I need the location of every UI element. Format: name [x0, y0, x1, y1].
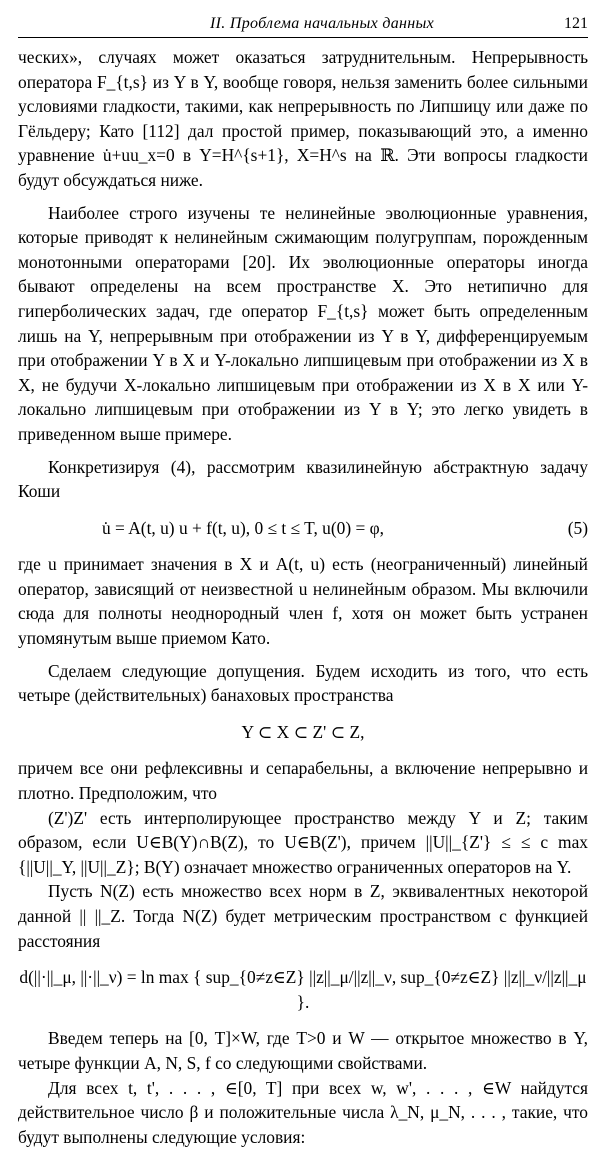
paragraph-reflexive: причем все они рефлексивны и сепарабельны, а включение непрерывно и плотно. Предположим, что	[18, 758, 588, 804]
paragraph-continued: ческих», случаях может оказаться затруднительным. Непрерывность оператора F_{t,s} из Y в Y, вообще говоря, нельзя заменить более сильными условиями гладкости, такими, как непрерывность по Липшицу или даже по Гёльдеру; Като [112] дал простой пример, показывающий это, а именно уравнение u̇+uu_x=0 в Y=H^{s+1}, X=H^s на ℝ. Эти вопросы гладкости будут обсуждаться ниже.	[18, 47, 588, 190]
paragraph-evolution-equations: Наиболее строго изучены те нелинейные эволюционные уравнения, которые приводят к нелинейным сжимающим полугруппам, порожденным монотонными операторами [20]. Их эволюционные операторы иногда бывают определены на всем пространстве X. Это нетипично для гиперболических задач, где оператор F_{t,s} может быть определенным лишь на Y, непрерывным при отображении из Y в Y, дифференцируемым при отображении Y в X и Y-локально липшицевым при отображении из X в X, не будучи X-локально липшицевым при отображении из X в X или Y-локально липшицевым при отображении из Y в Y; это легко увидеть в приведенном выше примере.	[18, 202, 588, 444]
equation-5-body: u̇ = A(t, u) u + f(t, u), 0 ≤ t ≤ T, u(0) = φ,	[102, 517, 385, 538]
paragraph-cauchy-intro: Конкретизируя (4), рассмотрим квазилинейную абстрактную задачу Коши	[18, 456, 588, 502]
condition-z-prime: (Z')Z' есть интерполирующее пространство между Y и Z; таким образом, если U∈B(Y)∩B(Z), то U∈B(Z'), причем ||U||_{Z'} ≤ ≤ c max {||U||_Y, ||U||_Z}; B(Y) означает множество ограниченных операторов на Y.	[18, 807, 588, 877]
paragraph-assumptions: Сделаем следующие допущения. Будем исходить из того, что есть четыре (действительных) банаховых пространства	[18, 660, 588, 706]
page-body	[18, 45, 588, 1149]
paragraph-conditions: Для всех t, t', . . . , ∈[0, T] при всех w, w', . . . , ∈W найдутся действительное число β и положительные числа λ_N, μ_N, . . . , такие, что будут выполнены следующие условия:	[18, 1077, 588, 1147]
paragraph-equation-explanation: где u принимает значения в X и A(t, u) есть (неограниченный) линейный оператор, зависящий от неизвестной u нелинейным образом. Мы включили сюда для полноты неоднородный член f, хотя он может быть устранен упомянутым выше приемом Като.	[18, 554, 588, 649]
equation-5	[18, 516, 588, 541]
equation-5-label: (5)	[567, 517, 588, 538]
paragraph-functions: Введем теперь на [0, T]×W, где T>0 и W — открытое множество в Y, четыре функции A, N, S, f со следующими свойствами.	[18, 1028, 588, 1073]
inclusion-formula: Y ⊂ X ⊂ Z' ⊂ Z,	[241, 721, 365, 742]
distance-formula: d(||·||_μ, ||·||_ν) = ln max { sup_{0≠z∈Z} ||z||_μ/||z||_ν, sup_{0≠z∈Z} ||z||_ν/||z||_μ }.	[19, 967, 587, 1012]
running-header	[18, 9, 588, 38]
page-number: 121	[564, 15, 588, 32]
chapter-title: II. Проблема начальных данных	[210, 15, 435, 32]
paragraph-norms: Пусть N(Z) есть множество всех норм в Z, эквивалентных некоторой данной || ||_Z. Тогда N(Z) будет метрическим пространством с функцией расстояния	[18, 881, 588, 951]
